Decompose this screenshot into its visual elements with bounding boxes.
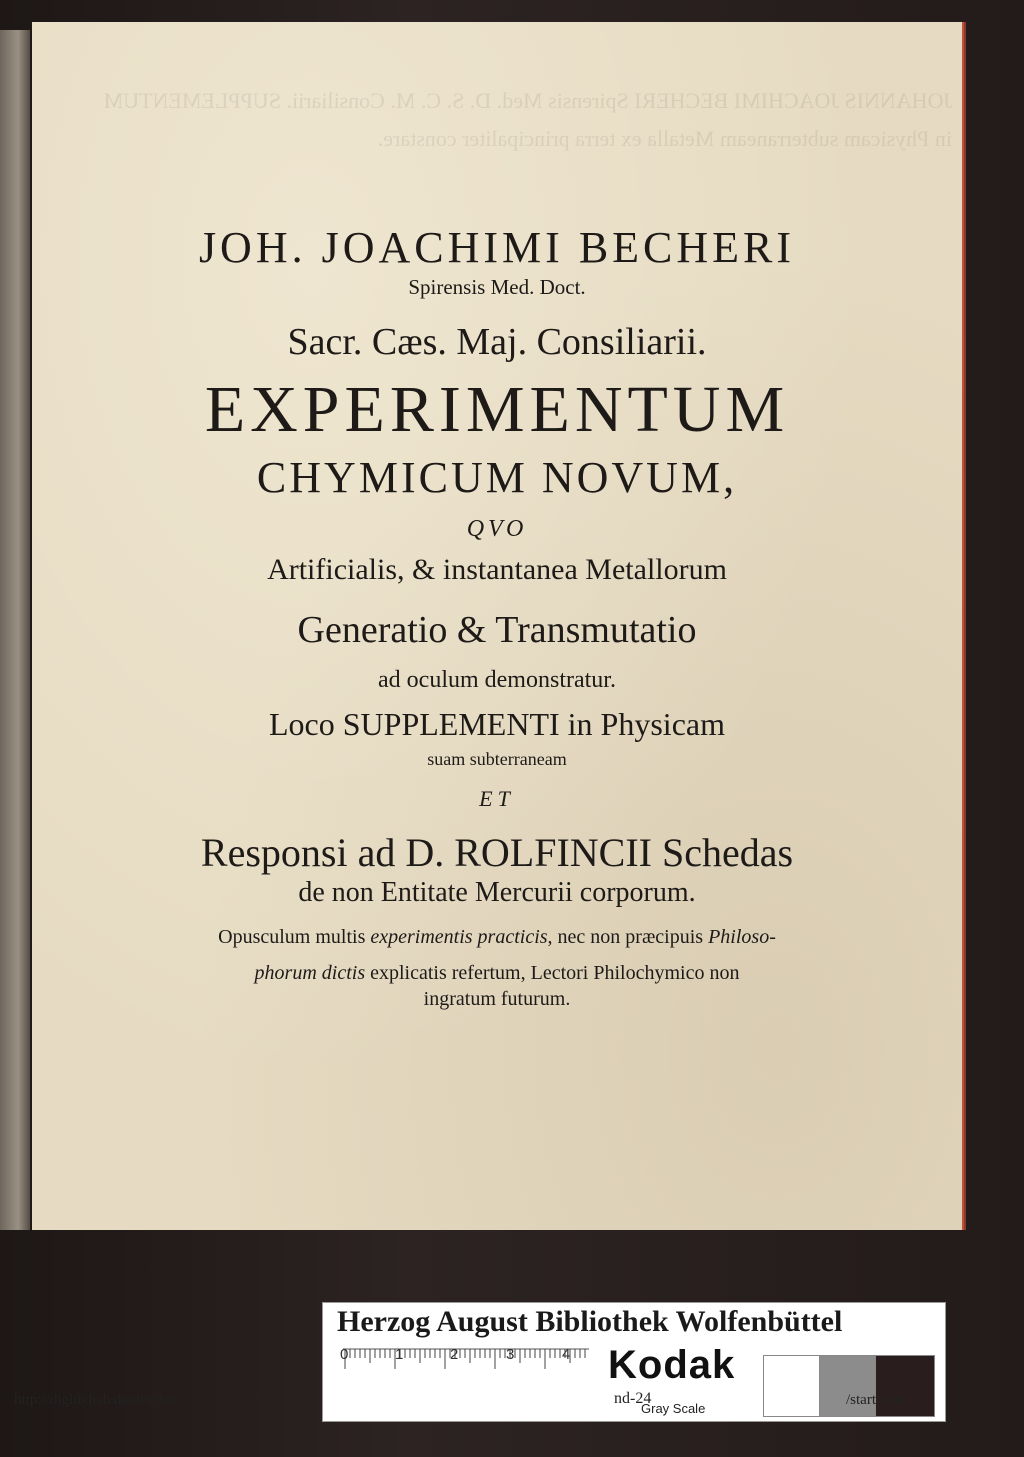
library-name: Herzog August Bibliothek Wolfenbüttel xyxy=(337,1305,843,1338)
title-main: EXPERIMENTUM xyxy=(204,373,790,446)
line-responsi: Responsi ad D. ROLFINCII Schedas xyxy=(200,830,794,875)
quo-word: QVO xyxy=(466,516,528,542)
gray-swatch-white xyxy=(763,1355,823,1417)
line-demonstratur: ad oculum demonstratur. xyxy=(378,667,616,693)
author-office: Sacr. Cæs. Maj. Consiliarii. xyxy=(287,321,707,363)
ruler-number-1: 1 xyxy=(395,1346,404,1363)
facing-page-edge xyxy=(0,30,30,1230)
opusculum-italic: experimentis practicis xyxy=(370,926,548,948)
ruler-number-0: 0 xyxy=(340,1346,349,1363)
opusculum-text: explicatis refertum, Lectori Philochymico non xyxy=(365,962,740,984)
opusculum-line-2 xyxy=(32,962,962,985)
line-generatio: Generatio & Transmutatio xyxy=(297,609,697,651)
line-suam: suam subterraneam xyxy=(427,749,567,769)
kodak-logo: Kodak xyxy=(608,1343,736,1387)
title-page xyxy=(32,22,962,1230)
opusculum-italic: Philoso- xyxy=(708,926,776,948)
ruler-number-4: 4 xyxy=(562,1346,571,1363)
opusculum-text: Opusculum multis xyxy=(218,926,371,948)
et-word: ET xyxy=(479,786,515,811)
opusculum-line-3: ingratum futurum. xyxy=(423,988,571,1010)
ruler-scale xyxy=(343,1347,589,1369)
ruler-number-3: 3 xyxy=(506,1346,515,1363)
ruler-number-2: 2 xyxy=(450,1346,459,1363)
author-origin: Spirensis Med. Doct. xyxy=(408,275,586,299)
line-artificialis: Artificialis, & instantanea Metallorum xyxy=(267,553,727,586)
gray-scale-label: Gray Scale xyxy=(641,1401,706,1416)
url-left: http://diglib.hab.de/drucke/ xyxy=(14,1392,178,1408)
bleed-through-text: JOHANNIS JOACHIMI BECHERI Spirensis Med. D. S. C. M. Consiliarii. SUPPLEMENTUM in Physicam subterraneam Metalla ex terra principaliter constare. xyxy=(103,88,952,151)
opusculum-italic: phorum dictis xyxy=(254,962,366,984)
opusculum-line-1 xyxy=(32,926,962,949)
url-right: /start.htm xyxy=(846,1392,904,1408)
title-sub: CHYMICUM NOVUM, xyxy=(256,453,738,502)
shelf-signature: nd-24 xyxy=(614,1390,652,1407)
line-de-non: de non Entitate Mercurii corporum. xyxy=(298,877,696,908)
author-line: JOH. JOACHIMI BECHERI xyxy=(198,223,796,272)
opusculum-text: , nec non præcipuis xyxy=(547,926,709,948)
line-loco: Loco SUPPLEMENTI in Physicam xyxy=(269,706,725,742)
